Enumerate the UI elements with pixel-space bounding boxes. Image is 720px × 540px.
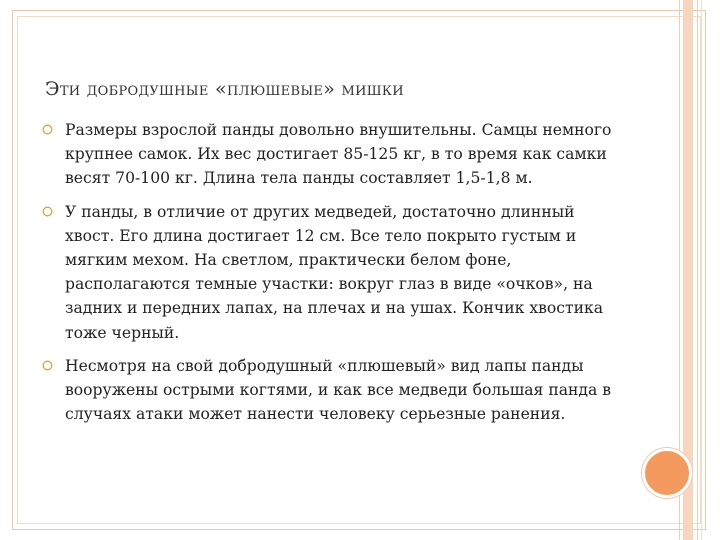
bullet-item-2 — [42, 200, 622, 345]
decorative-circle — [642, 448, 692, 498]
side-line-right — [697, 0, 698, 540]
circle-bullet-icon — [42, 124, 53, 135]
bullet-item-3 — [42, 354, 622, 427]
side-line-right-outer — [701, 0, 702, 540]
bullet-text-3: Несмотря на свой добродушный «плюшевый» вид лапы панды вооружены острыми когтями, и как все медведи большая панда в случаях атаки может нанести человеку серьезные ранения. — [65, 356, 612, 424]
bullet-text-1: Размеры взрослой панды довольно внушительны. Самцы немного крупнее самок. Их вес достигает 85-125 кг, в то время как самки весят 70-100 кг. Длина тела панды составляет 1,5-1,8 м. — [65, 121, 612, 188]
bullet-item-1 — [42, 118, 622, 191]
bullet-text-2: У панды, в отличие от других медведей, достаточно длинный хвост. Его длина достигает 12 см. Все тело покрыто густым и мягким мехом. На светлом, практически белом фоне, располагаются темные участки: вокруг глаз в виде «очков», на задних и передних лапах, на плечах и на ушах. Кончик хвостика тоже черный. — [65, 202, 604, 342]
circle-bullet-icon — [42, 206, 53, 217]
circle-bullet-icon — [42, 360, 53, 371]
bullet-list — [42, 118, 622, 435]
slide-title: Эти добродушные «плюшевые» мишки — [45, 78, 404, 100]
